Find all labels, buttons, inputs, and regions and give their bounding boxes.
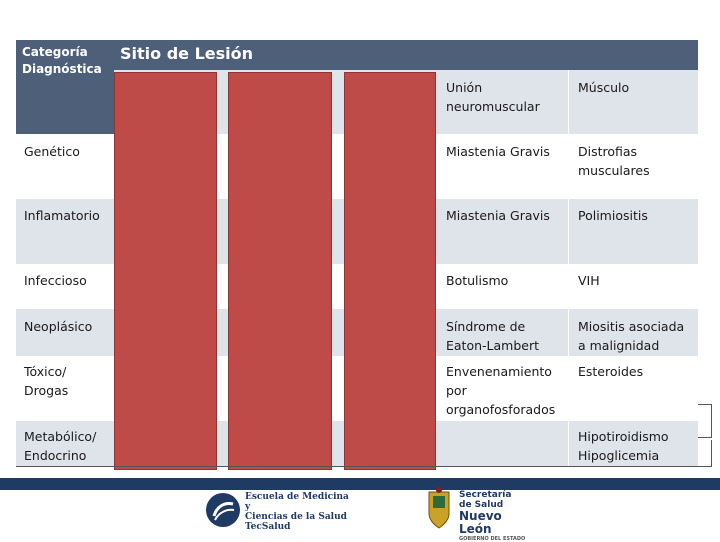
category-cell: Infeccioso	[24, 273, 87, 288]
frame-line	[711, 404, 712, 438]
salud-logo-line3: Nuevo León	[459, 509, 502, 536]
coat-of-arms-icon	[425, 486, 453, 530]
muscle-cell: Hipotiroidismo Hipoglicemia	[578, 429, 669, 463]
muscle-cell: Polimiositis	[578, 208, 648, 223]
salud-logo-line1: Secretaría	[459, 490, 512, 500]
hidden-column-overlay	[228, 72, 332, 470]
hidden-column-overlay	[114, 72, 217, 470]
muscle-cell: Miositis asociada a malignidad	[578, 319, 685, 353]
union-cell: Botulismo	[446, 273, 509, 288]
muscle-column-header: Músculo	[578, 80, 630, 95]
frame-line	[16, 466, 712, 467]
tec-logo	[205, 488, 349, 532]
union-cell: Miastenia Gravis	[446, 208, 550, 223]
category-header: Categoría Diagnóstica	[16, 40, 114, 136]
frame-line	[698, 437, 712, 438]
hidden-column-overlay	[344, 72, 436, 470]
category-cell: Inflamatorio	[24, 208, 100, 223]
category-cell: Genético	[24, 144, 80, 159]
union-column-header: Unión neuromuscular	[446, 80, 540, 114]
salud-logo-line2: de Salud	[459, 500, 504, 510]
category-cell: Metabólico/ Endocrino	[24, 429, 97, 463]
union-cell: Síndrome de Eaton-Lambert	[446, 319, 540, 353]
union-cell	[438, 422, 568, 432]
union-cell: Miastenia Gravis	[446, 144, 550, 159]
column-divider	[568, 70, 569, 466]
tec-logo-icon	[205, 492, 241, 528]
muscle-cell: VIH	[578, 273, 600, 288]
category-cell: Tóxico/ Drogas	[24, 364, 69, 398]
muscle-cell: Esteroides	[578, 364, 644, 379]
muscle-cell: Distrofias musculares	[578, 144, 650, 178]
tec-logo-line2: Ciencias de la Salud	[245, 512, 347, 522]
tec-logo-line3: TecSalud	[245, 522, 291, 532]
salud-logo-line4: GOBIERNO DEL ESTADO	[459, 536, 526, 542]
frame-line	[711, 440, 712, 467]
union-cell: Envenenamiento por organofosforados	[446, 364, 556, 417]
frame-line	[698, 404, 712, 405]
site-of-lesion-header: Sitio de Lesión	[114, 40, 698, 70]
tec-logo-line1: Escuela de Medicina y	[245, 492, 349, 512]
category-cell: Neoplásico	[24, 319, 93, 334]
salud-nl-logo	[425, 484, 526, 542]
footer-band	[0, 478, 720, 540]
